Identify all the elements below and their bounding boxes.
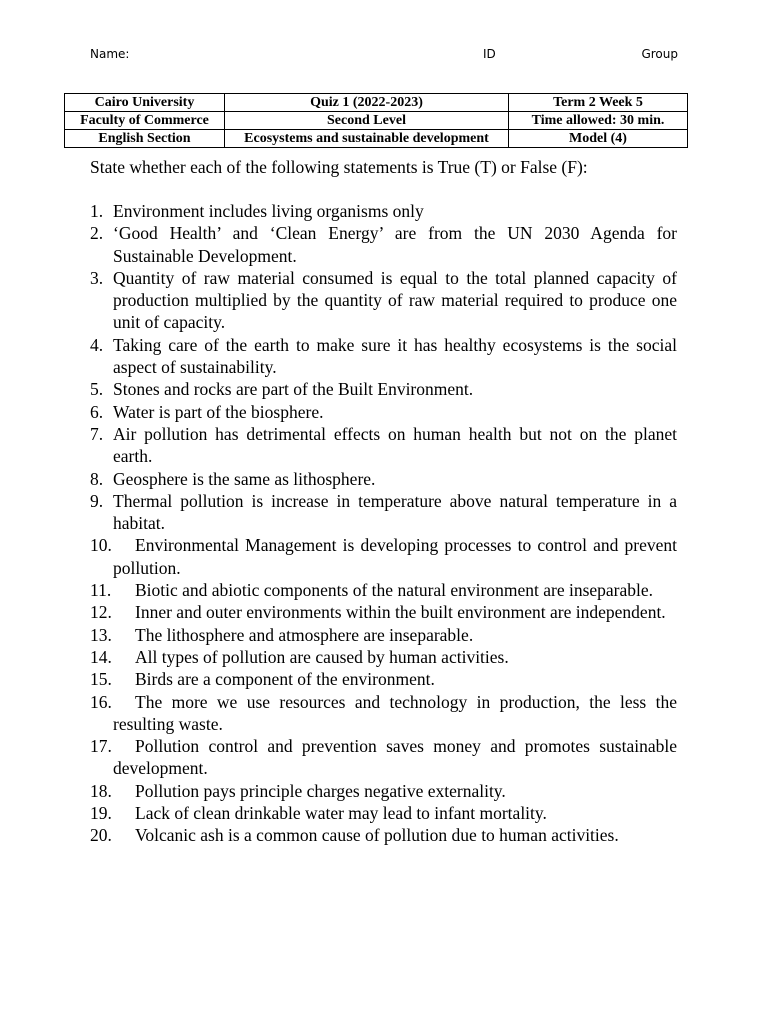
question-number: 5.	[90, 379, 104, 400]
question-number: 12.	[90, 602, 112, 623]
table-row	[65, 94, 688, 112]
question-number: 10.	[90, 535, 112, 556]
question-text: Pollution pays principle charges negative externality.	[135, 780, 506, 801]
table-cell: Time allowed: 30 min.	[509, 112, 688, 130]
question-number: 19.	[90, 803, 112, 824]
question-number: 11.	[90, 580, 112, 601]
list-item	[90, 423, 677, 468]
list-item	[90, 735, 677, 780]
question-text: Birds are a component of the environment.	[135, 669, 435, 690]
question-text: Water is part of the biosphere.	[113, 401, 324, 422]
id-label: ID	[483, 47, 496, 61]
table-cell: English Section	[65, 130, 225, 148]
list-item	[90, 334, 677, 379]
question-text: Biotic and abiotic components of the natural environment are inseparable.	[135, 580, 654, 601]
table-cell: Faculty of Commerce	[65, 112, 225, 130]
table-cell: Term 2 Week 5	[509, 94, 688, 112]
question-number: 18.	[90, 780, 112, 801]
name-label: Name:	[90, 47, 130, 61]
question-number: 17.	[90, 736, 112, 757]
question-text: ‘Good Health’ and ‘Clean Energy’ are from the UN 2030 Agenda for Sustainable Development.	[113, 223, 677, 266]
question-number: 14.	[90, 646, 112, 667]
question-text: Volcanic ash is a common cause of pollution due to human activities.	[135, 825, 619, 846]
question-number: 2.	[90, 223, 104, 244]
question-number: 20.	[90, 825, 112, 846]
question-number: 6.	[90, 401, 104, 422]
list-item	[90, 601, 677, 623]
question-text: Lack of clean drinkable water may lead to infant mortality.	[135, 803, 547, 824]
question-number: 15.	[90, 669, 112, 690]
question-text: Environment includes living organisms only	[113, 201, 424, 221]
question-text: The more we use resources and technology in production, the less the resulting waste.	[113, 691, 677, 734]
group-label: Group	[641, 47, 678, 61]
question-number: 13.	[90, 624, 112, 645]
question-text: Taking care of the earth to make sure it has healthy ecosystems is the social aspect of sustainability.	[113, 334, 677, 378]
table-cell: Ecosystems and sustainable development	[225, 130, 509, 148]
quiz-info-table	[64, 93, 688, 148]
student-info-line	[90, 47, 678, 65]
list-item	[90, 668, 677, 690]
list-item	[90, 222, 677, 267]
instructions: State whether each of the following statements is True (T) or False (F):	[90, 157, 588, 177]
table-cell: Model (4)	[509, 130, 688, 148]
question-list	[90, 200, 677, 847]
question-text: Inner and outer environments within the built environment are independent.	[135, 602, 666, 623]
table-cell: Cairo University	[65, 94, 225, 112]
question-text: Pollution control and prevention saves money and promotes sustainable development.	[113, 736, 677, 779]
table-row	[65, 112, 688, 130]
list-item	[90, 200, 677, 222]
list-item	[90, 490, 677, 535]
list-item	[90, 780, 677, 802]
question-text: Thermal pollution is increase in temperature above natural temperature in a habitat.	[113, 490, 677, 534]
table-cell: Second Level	[225, 112, 509, 130]
list-item	[90, 579, 677, 601]
question-text: The lithosphere and atmosphere are inseparable.	[135, 624, 474, 645]
list-item	[90, 468, 677, 490]
question-number: 7.	[90, 423, 104, 444]
list-item	[90, 401, 677, 423]
question-number: 9.	[90, 490, 104, 511]
list-item	[90, 378, 677, 400]
question-number: 8.	[90, 468, 104, 489]
list-item	[90, 691, 677, 736]
list-item	[90, 824, 677, 846]
question-number: 1.	[90, 201, 104, 221]
list-item	[90, 646, 677, 668]
question-text: Quantity of raw material consumed is equal to the total planned capacity of production multiplied by the quantity of raw material required to produce one unit of capacity.	[113, 267, 677, 333]
question-text: Environmental Management is developing processes to control and prevent pollution.	[113, 535, 677, 578]
question-number: 3.	[90, 267, 104, 288]
question-number: 16.	[90, 691, 112, 712]
table-cell: Quiz 1 (2022-2023)	[225, 94, 509, 112]
table-row	[65, 130, 688, 148]
list-item	[90, 624, 677, 646]
question-text: Geosphere is the same as lithosphere.	[113, 468, 376, 489]
question-text: Air pollution has detrimental effects on human health but not on the planet earth.	[113, 423, 677, 467]
question-number: 4.	[90, 334, 104, 355]
list-item	[90, 534, 677, 579]
list-item	[90, 802, 677, 824]
question-text: All types of pollution are caused by human activities.	[135, 646, 509, 667]
question-text: Stones and rocks are part of the Built Environment.	[113, 379, 474, 400]
list-item	[90, 267, 677, 334]
